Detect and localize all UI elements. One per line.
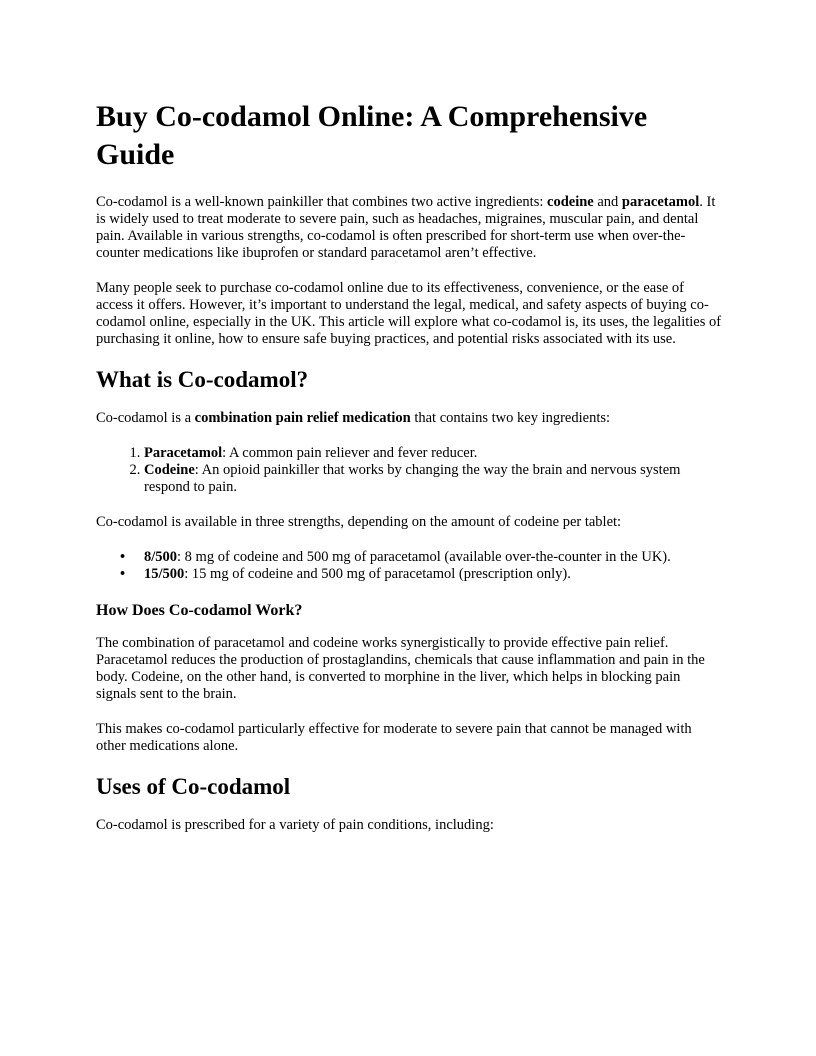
page-title: Buy Co-codamol Online: A Comprehensive Guide: [96, 100, 648, 171]
ingredients-list: [96, 445, 724, 496]
bullet-icon: •: [120, 566, 126, 582]
ingredient-desc: : A common pain reliever and fever reducer.: [222, 445, 478, 461]
text-run: that contains two key ingredients:: [410, 410, 611, 426]
text-run: and: [593, 194, 622, 210]
how-works-paragraph-2: This makes co-codamol particularly effective for moderate to severe pain that cannot be managed with other medications alone.: [96, 721, 692, 754]
strength-name: 8/500: [144, 549, 178, 565]
article-body: [96, 98, 724, 852]
text-run: Co-codamol is a: [96, 410, 195, 426]
intro-paragraph-1: [96, 194, 724, 262]
list-item: [144, 445, 724, 462]
ingredient-desc: : An opioid painkiller that works by changing the way the brain and nervous system respond to pain.: [144, 462, 681, 495]
list-item: [144, 462, 724, 496]
intro-paragraph-2: Many people seek to purchase co-codamol online due to its effectiveness, convenience, or the ease of access it offers. However, it’s important to understand the legal, medical, and safety aspects of buying co-codamol online, especially in the UK. This article will explore what co-codamol is, its uses, the legalities of purchasing it online, how to ensure safe buying practices, and potential risks associated with its use.: [96, 280, 722, 347]
uses-paragraph-1: Co-codamol is prescribed for a variety of pain conditions, including:: [96, 817, 494, 833]
strength-desc: : 8 mg of codeine and 500 mg of paracetamol (available over-the-counter in the UK).: [177, 549, 671, 565]
bold-term-combination: combination pain relief medication: [194, 410, 411, 426]
ingredient-name: Codeine: [144, 462, 195, 478]
list-item: [120, 566, 724, 583]
what-is-paragraph-1: [96, 410, 724, 427]
text-run: . It is widely used to treat moderate to severe pain, such as headaches, migraines, muscular pain, and dental pain. Available in various strengths, co-codamol is often prescribed for short-term use when over-the-counter medications like ibuprofen or standard paracetamol aren’t effective.: [96, 194, 716, 261]
bold-term-codeine: codeine: [547, 194, 594, 210]
what-is-paragraph-2: Co-codamol is available in three strengths, depending on the amount of codeine per tablet:: [96, 514, 622, 530]
bold-term-paracetamol: paracetamol: [621, 194, 700, 210]
subsection-heading-how-works: How Does Co-codamol Work?: [96, 602, 303, 619]
strength-desc: : 15 mg of codeine and 500 mg of paracetamol (prescription only).: [184, 566, 571, 582]
how-works-paragraph-1: The combination of paracetamol and codeine works synergistically to provide effective pain relief. Paracetamol reduces the production of prostaglandins, chemicals that cause inflammation and pain in the body. Codeine, on the other hand, is converted to morphine in the liver, which helps in blocking pain signals sent to the brain.: [96, 635, 705, 702]
bullet-icon: •: [120, 549, 126, 565]
section-heading-uses: Uses of Co-codamol: [96, 774, 291, 799]
strength-name: 15/500: [144, 566, 185, 582]
text-run: Co-codamol is a well-known painkiller that combines two active ingredients:: [96, 194, 548, 210]
section-heading-what-is: What is Co-codamol?: [96, 367, 309, 392]
ingredient-name: Paracetamol: [144, 445, 223, 461]
strengths-list: [96, 549, 724, 583]
list-item: [120, 549, 724, 566]
